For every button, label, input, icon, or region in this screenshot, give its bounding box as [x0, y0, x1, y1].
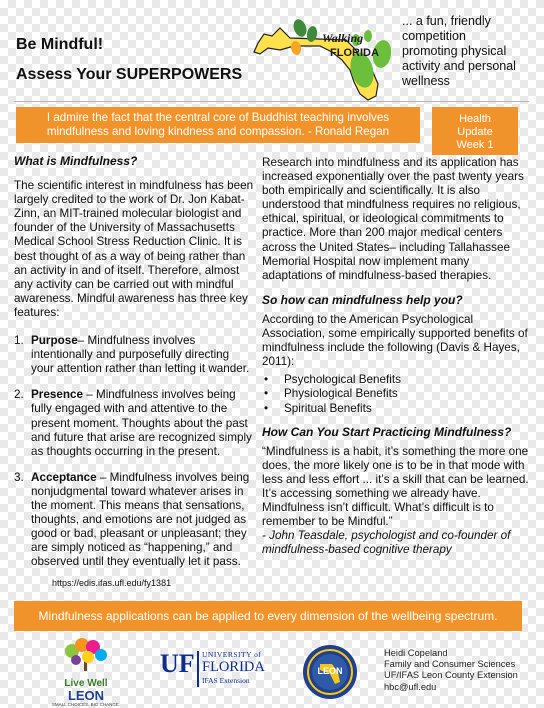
live-well-leon-logo — [46, 637, 126, 707]
contact-name: Heidi Copeland — [384, 648, 448, 658]
item-term: Acceptance — [31, 470, 97, 484]
source-link[interactable]: https://edis.ifas.ufl.edu/fy1381 — [52, 578, 172, 588]
section-heading-help: So how can mindfulness help you? — [262, 292, 463, 307]
item-term: Presence — [31, 388, 83, 402]
uf-ifas-text: IFAS Extension — [202, 676, 250, 685]
leon-text: LEON — [67, 688, 105, 703]
quote-source: - John Teasdale, psychologist and co-founder of mindfulness-based cognitive therapy — [262, 529, 511, 557]
contact-department: Family and Consumer Sciences — [384, 659, 516, 670]
banner-line: I admire the fact that the central core of Buddhist teaching involves — [46, 111, 390, 124]
live-well-text: Live Well — [64, 678, 108, 689]
item-text: – Mindfulness involves intentionally and purposefully directing your attention rather than letting it wander. — [31, 334, 250, 376]
apa-paragraph: According to the American Psychological Association, some empirically supported benefits of mindfulness include the following (Davis & Hayes, 2011): — [262, 312, 528, 369]
tagline-line: wellness — [402, 74, 450, 88]
tagline — [402, 14, 542, 89]
tagline-line: promoting physical — [402, 44, 507, 58]
quote-text: “Mindfulness is a habit, it’s something the more one does, the more likely one is to be in that mode with less and less effort ... it’s a skill that can be learned. It’s accessing something we already have. Mindfulness isn’t difficult. What’s difficult is to remember to be Mindful.” — [262, 444, 529, 529]
benefit-item: • Physiological Benefits — [262, 387, 530, 401]
tagline-line: ... a fun, friendly — [402, 14, 491, 28]
logo-walking-text: Walking — [322, 31, 364, 45]
live-well-slogan: SMALL CHOICES. BIG CHANGE. — [51, 702, 121, 707]
health-box-line: Week 1 — [456, 139, 494, 151]
tagline-line: competition — [402, 29, 466, 43]
page-subtitle: Assess Your SUPERPOWERS — [16, 66, 243, 83]
logo-florida-text: FLORIDA — [330, 47, 379, 59]
uf-university-text: UNIVERSITY of — [202, 650, 262, 659]
tagline-line: activity and personal — [402, 59, 516, 73]
uf-florida-text: FLORIDA — [202, 659, 265, 675]
item-text: – Mindfulness involves being nonjudgmental toward whatever arises in the moment. This means that sensations, thoughts, and emotions are not judged as good or bad, pleasant or unpleasant; they are simply noticed as “happening,” and observed until they eventually let it pass. — [31, 470, 250, 569]
uf-mark: UF — [160, 649, 195, 678]
contact-organization: UF/IFAS Leon County Extension — [384, 670, 518, 681]
item-text: – Mindfulness involves being fully engaged with and attentive to the present moment. Thoughts about the past and future that arise are recognized simply as thoughts occurring in the present. — [31, 388, 252, 458]
benefits-list — [262, 373, 530, 415]
live-well-tree-icon — [46, 637, 126, 673]
contact-info — [384, 648, 542, 693]
uf-divider — [197, 651, 199, 687]
health-update-box — [432, 107, 518, 155]
list-item — [14, 388, 254, 458]
list-item — [14, 471, 254, 570]
item-number: 2. — [14, 388, 24, 402]
item-number: 1. — [14, 334, 24, 348]
banner-line: mindfulness and loving kindness and compassion. - Ronald Regan — [46, 125, 390, 138]
section-heading-what-is: What is Mindfulness? — [14, 154, 138, 168]
bottom-banner-text: Mindfulness applications can be applied to every dimension of the wellbeing spectrum. — [38, 609, 498, 623]
research-paragraph: Research into mindfulness and its application has increased exponentially over the past twenty years both empirically and scientifically. It is also understood that mindfulness requires no religious, ethical, spiritual, or ideological commitments to practice. More than 200 major medical centers across the United States– including Tallahassee Memorial Hospital now implement many adaptations of mindfulness-based therapies. — [262, 156, 524, 282]
features-list — [14, 334, 254, 569]
page-title: Be Mindful! — [16, 36, 104, 53]
contact-email[interactable]: hbc@ufl.edu — [384, 681, 437, 692]
health-box-line: Health — [459, 113, 491, 125]
right-column — [262, 156, 530, 557]
header-divider — [14, 101, 529, 102]
uf-ifas-logo — [160, 651, 272, 691]
left-column — [14, 154, 254, 569]
benefit-item: • Spiritual Benefits — [262, 402, 530, 416]
item-number: 3. — [14, 470, 24, 484]
leon-seal-text: LEON — [317, 666, 343, 676]
health-box-line: Update — [457, 126, 493, 138]
bottom-banner — [14, 601, 522, 631]
benefit-item: • Psychological Benefits — [262, 373, 530, 387]
item-term: Purpose — [31, 334, 78, 348]
list-item — [14, 334, 254, 376]
leon-county-seal — [302, 644, 358, 700]
intro-paragraph: The scientific interest in mindfulness has been largely credited to the work of Dr. Jon Kabat-Zinn, an MIT-trained molecular biologist and founder of the University of Massachusetts Medical School Stress Reduction Clinic. It is best thought of as a way of being rather than an activity in and of itself. Therefore, almost any activity can be carried out with mindful awareness. Mindful awareness has three key features: — [14, 179, 254, 319]
walking-florida-logo — [250, 8, 400, 104]
quote-banner — [16, 107, 420, 143]
section-heading-practice: How Can You Start Practicing Mindfulness? — [262, 424, 512, 439]
